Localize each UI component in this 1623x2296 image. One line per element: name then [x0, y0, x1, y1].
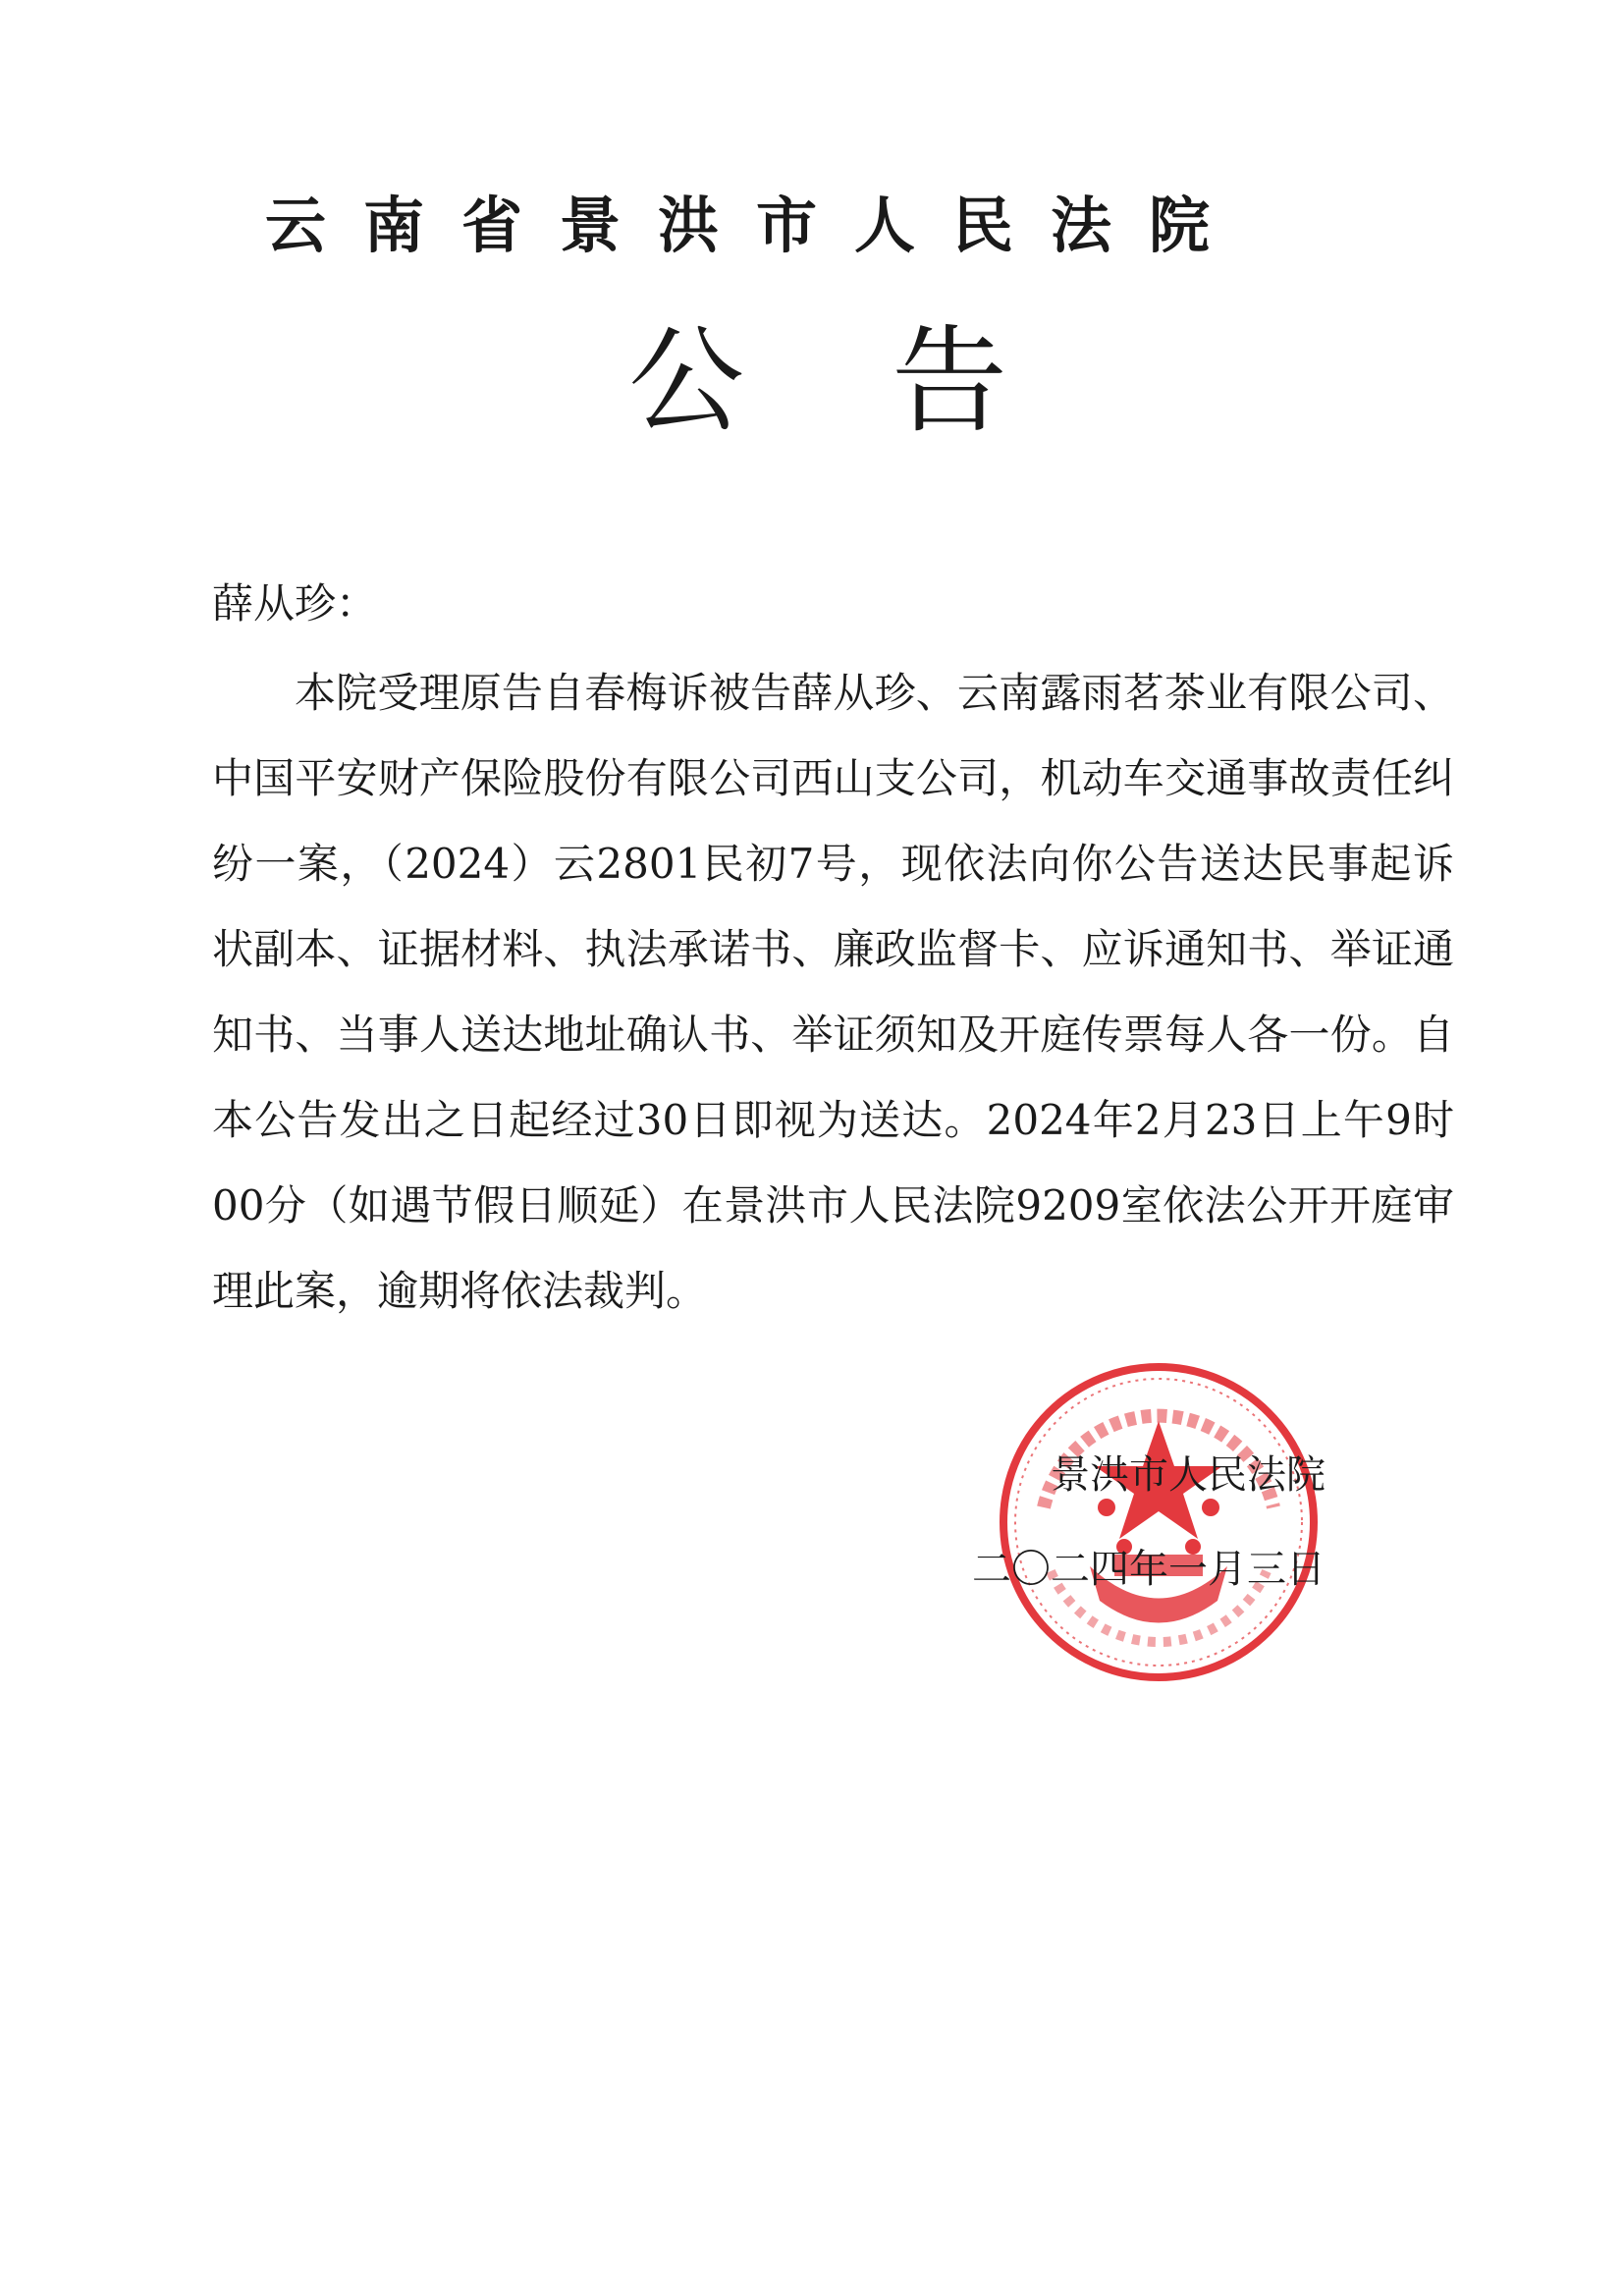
notice-body: 本院受理原告自春梅诉被告薛从珍、云南露雨茗茶业有限公司、中国平安财产保险股份有限公司西山支公司，机动车交通事故责任纠纷一案，（2024）云2801民初7号，现依法向你公告送达民事起诉状副本、证据材料、执法承诺书、廉政监督卡、应诉通知书、举证通知书、当事人送达地址确认书、举证须知及开庭传票每人各一份。自本公告发出之日起经过30日即视为送达。2024年2月23日上午9时00分（如遇节假日顺延）在景洪市人民法院9209室依法公开开庭审理此案，逾期将依法裁判。 [212, 669, 1454, 1315]
court-name-heading: 云南省景洪市人民法院 [265, 190, 1248, 261]
court-seal [997, 1360, 1321, 1684]
addressee: 薛从珍： [212, 579, 378, 628]
signature-date: 二〇二四年一月三日 [972, 1547, 1325, 1592]
signature-organization: 景洪市人民法院 [1051, 1452, 1325, 1498]
notice-title: 公告 [628, 313, 1156, 449]
